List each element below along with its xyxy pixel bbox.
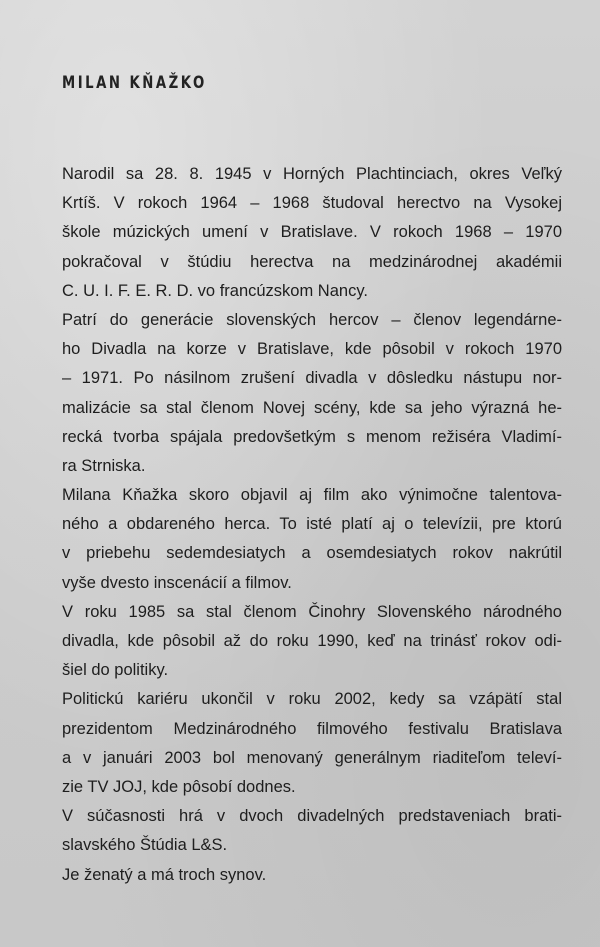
biography-text <box>62 160 562 890</box>
text-line: v priebehu sedemdesiatych a osemdesiatych rokov nakrútil <box>62 544 562 563</box>
paragraph-current-work <box>62 802 562 860</box>
text-line: C. U. I. F. E. R. D. vo francúzskom Nancy. <box>62 281 368 300</box>
paragraph-birth-education <box>62 160 562 306</box>
text-line: Je ženatý a má troch synov. <box>62 865 267 884</box>
text-line: ra Strniska. <box>62 456 146 475</box>
text-line: šiel do politiky. <box>62 661 169 680</box>
paragraph-theatre-career <box>62 306 562 481</box>
text-line: Milana Kňažka skoro objavil aj film ako výnimočne talentova- <box>62 486 562 505</box>
text-line: škole múzických umení v Bratislave. V rokoch 1968 – 1970 <box>62 223 562 242</box>
paragraph-family <box>62 861 562 890</box>
text-line: ného a obdareného herca. To isté platí aj o televízii, pre ktorú <box>62 515 562 534</box>
text-line: malizácie sa stal členom Novej scény, kde sa jeho výrazná he- <box>62 398 562 417</box>
paragraph-film-television <box>62 481 562 598</box>
text-line: Krtíš. V rokoch 1964 – 1968 študoval herectvo na Vysokej <box>62 194 562 213</box>
text-line: vyše dvesto inscenácií a filmov. <box>62 573 292 592</box>
text-line: V roku 1985 sa stal členom Činohry Slovenského národného <box>62 602 562 621</box>
text-line: Politickú kariéru ukončil v roku 2002, kedy sa vzápätí stal <box>62 690 562 709</box>
text-line: ho Divadla na korze v Bratislave, kde pôsobil v rokoch 1970 <box>62 340 562 359</box>
text-line: a v januári 2003 bol menovaný generálnym riaditeľom televí- <box>62 748 562 767</box>
text-line: V súčasnosti hrá v dvoch divadelných predstaveniach brati- <box>62 807 562 826</box>
text-line: recká tvorba spájala predovšetkým s menom režiséra Vladimí- <box>62 427 562 446</box>
text-line: Narodil sa 28. 8. 1945 v Horných Plachtinciach, okres Veľký <box>62 165 562 183</box>
text-line: pokračoval v štúdiu herectva na medzinárodnej akadémii <box>62 252 562 271</box>
text-line: Patrí do generácie slovenských hercov – členov legendárne- <box>62 310 562 329</box>
paragraph-politics-tv <box>62 685 562 802</box>
text-line: divadla, kde pôsobil až do roku 1990, keď na trinásť rokov odi- <box>62 632 562 650</box>
text-line: – 1971. Po násilnom zrušení divadla v dôsledku nástupu nor- <box>62 369 562 388</box>
text-line: slavského Štúdia L&S. <box>62 836 228 855</box>
text-line: prezidentom Medzinárodného filmového festivalu Bratislava <box>62 719 562 738</box>
text-line: zie TV JOJ, kde pôsobí dodnes. <box>62 777 296 796</box>
page-title: MILAN KŇAŽKO <box>62 73 207 93</box>
paragraph-national-theatre <box>62 598 562 686</box>
